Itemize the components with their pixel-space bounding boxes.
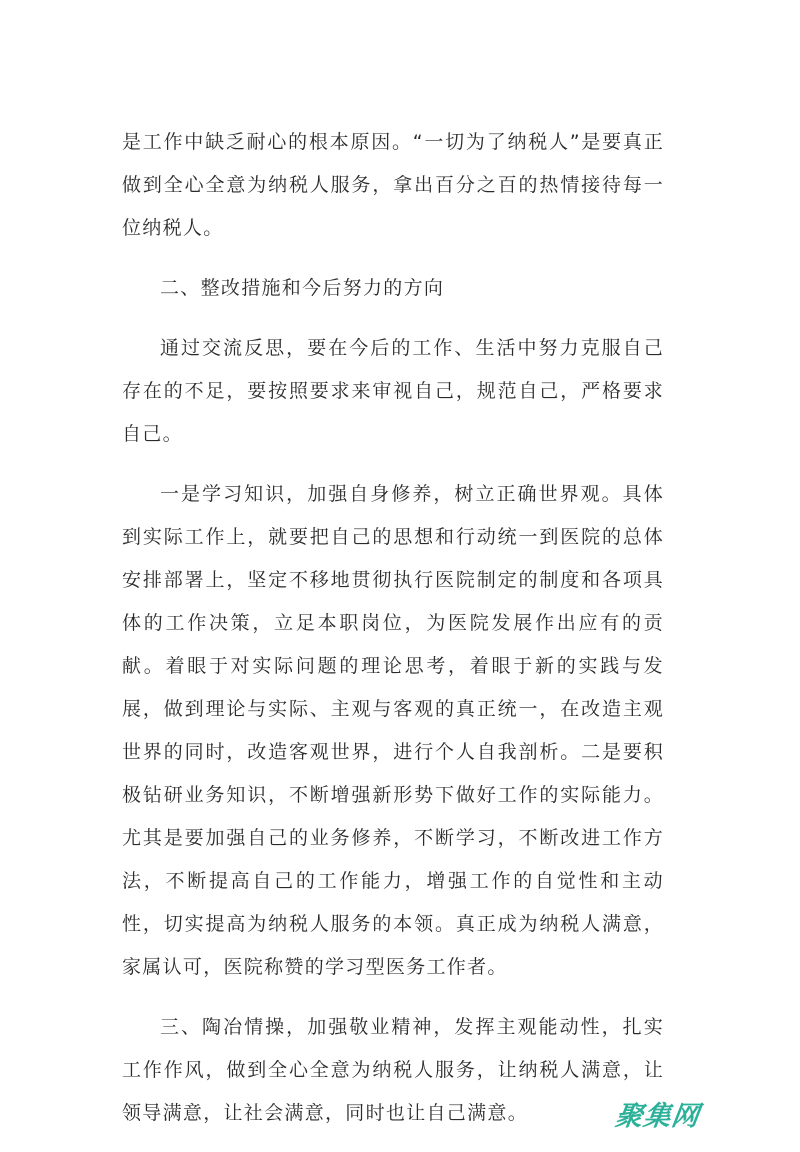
paragraph-continuation: 是工作中缺乏耐心的根本原因。“一切为了纳税人”是要真正做到全心全意为纳税人服务，拿出百分之百的热情接待每一位纳税人。 (122, 131, 664, 239)
paragraph-measure-1-2: 一是学习知识，加强自身修养，树立正确世界观。具体到实际工作上，就要把自己的思想和行动统一到医院的总体安排部署上，坚定不移地贯彻执行医院制定的制度和各项具体的工作决策，立足本职岗位，为医院发展作出应有的贡献。着眼于对实际问题的理论思考，着眼于新的实践与发展，做到理论与实际、主观与客观的真正统一，在改造主观世界的同时，改造客观世界，进行个人自我剖析。二是要积极钻研业务知识，不断增强新形势下做好工作的实际能力。尤其是要加强自己的业务修养，不断学习，不断改进工作方法，不断提高自己的工作能力，增强工作的自觉性和主动性，切实提高为纳税人服务的本领。真正成为纳税人满意，家属认可，医院称赞的学习型医务工作者。 (122, 483, 664, 978)
section-heading-2: 二、整改措施和今后努力的方向 (160, 277, 445, 299)
watermark-logo: 聚集网 (613, 1101, 702, 1132)
paragraph-measure-3: 三、陶冶情操，加强敬业精神，发挥主观能动性，扎实工作作风，做到全心全意为纳税人服务，让纳税人满意，让领导满意，让社会满意，同时也让自己满意。 (122, 1016, 664, 1124)
paragraph-reflection: 通过交流反思，要在今后的工作、生活中努力克服自己存在的不足，要按照要求来审视自己，规范自己，严格要求自己。 (122, 337, 664, 445)
document-page (122, 121, 664, 1152)
